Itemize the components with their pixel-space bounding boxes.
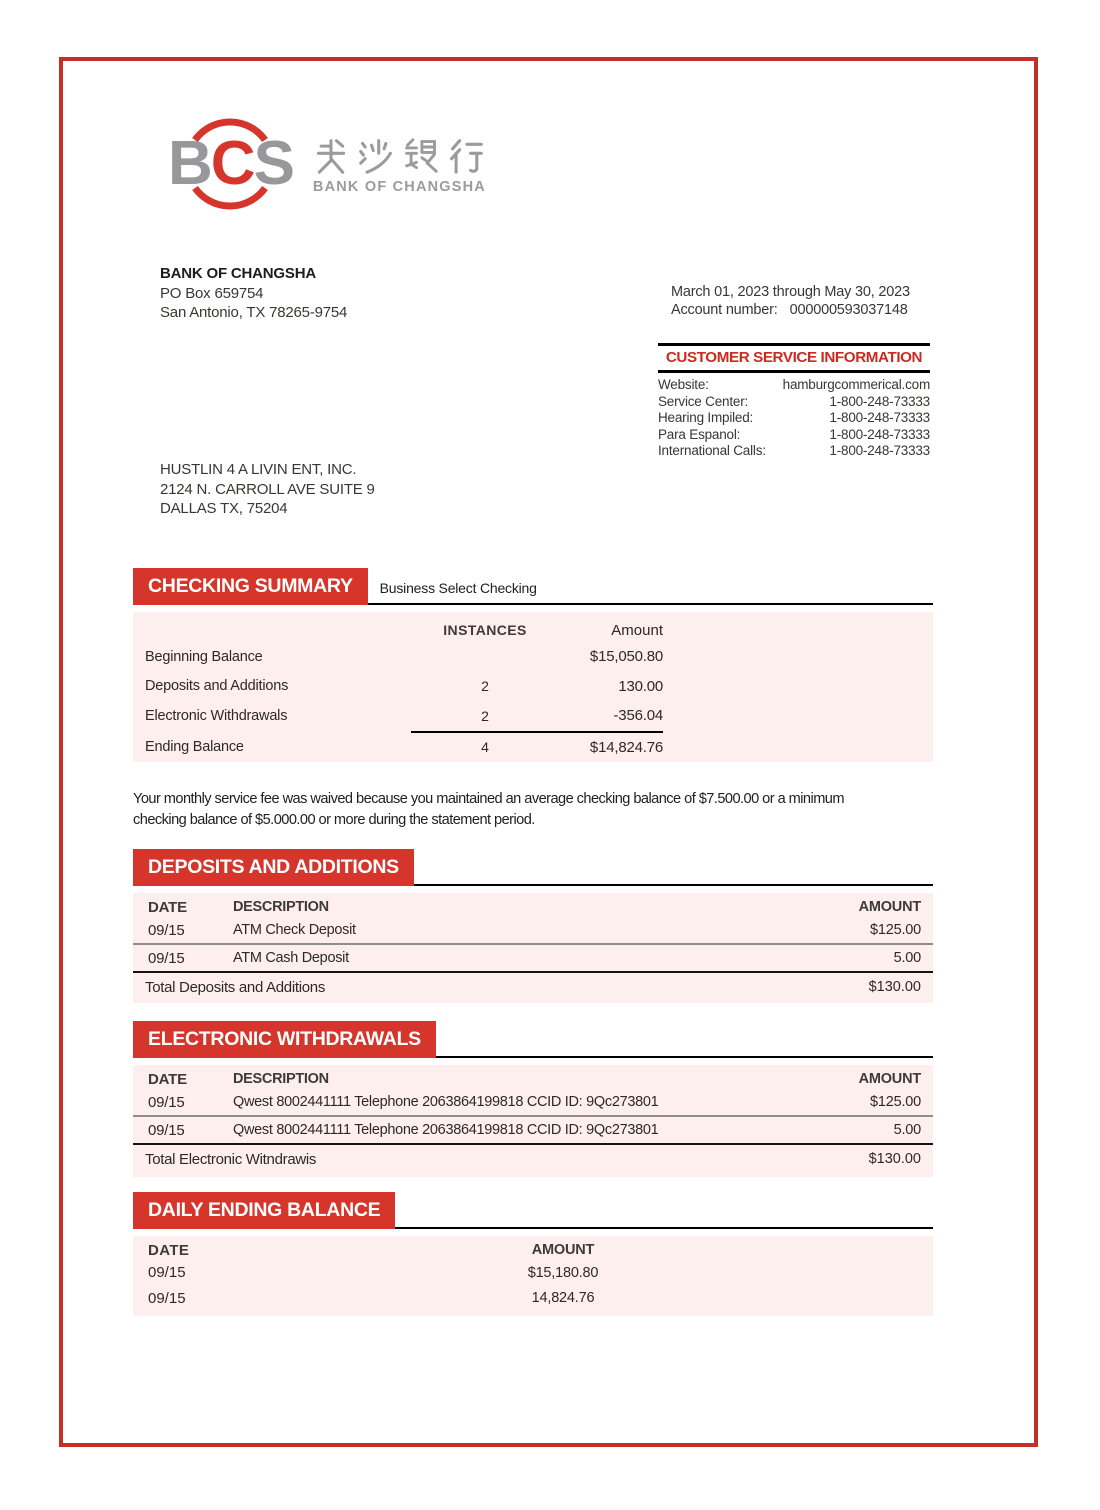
- bank-logo: [168, 129, 486, 199]
- withdrawals-header-row: [133, 1065, 933, 1089]
- withdrawals-section: [133, 1021, 933, 1177]
- statement-period: March 01, 2023 through May 30, 2023: [671, 284, 910, 300]
- summary-row-instances: 2: [481, 707, 489, 724]
- daily-balance-section: [133, 1192, 933, 1316]
- deposit-row: [133, 945, 933, 971]
- customer-address-block: [160, 460, 375, 519]
- summary-row-label: Ending Balance: [145, 739, 244, 756]
- deposits-total-label: Total Deposits and Additions: [145, 978, 326, 996]
- checking-summary-subtitle: Business Select Checking: [379, 580, 537, 596]
- date-column-header: DATE: [148, 1241, 190, 1259]
- account-number-label: Account number:: [671, 302, 778, 318]
- bank-address-line1: PO Box 659754: [160, 284, 264, 302]
- description-column-header: DESCRIPTION: [233, 1071, 329, 1087]
- bank-name: BANK OF CHANGSHA: [160, 265, 316, 282]
- amount-column-header: AMOUNT: [858, 1071, 921, 1087]
- csi-value: 1-800-248-73333: [829, 393, 930, 409]
- checking-summary-rule: [368, 568, 933, 605]
- deposits-total-amount: $130.00: [868, 979, 921, 995]
- bcs-logo-mark: [168, 129, 293, 199]
- daily-balance-table: [133, 1236, 933, 1316]
- transaction-date: 09/15: [148, 1093, 185, 1111]
- withdrawal-row: [133, 1089, 933, 1115]
- balance-amount: 14,824.76: [531, 1290, 595, 1307]
- logo-letter-b: B: [168, 129, 211, 198]
- date-column-header: DATE: [148, 898, 187, 916]
- csi-row-service-center: [658, 394, 930, 411]
- summary-row-instances: 4: [481, 739, 489, 756]
- instances-column-header: INSTANCES: [443, 622, 527, 638]
- csi-row-international: [658, 443, 930, 460]
- bank-address-line2: San Antonio, TX 78265-9754: [160, 304, 348, 321]
- summary-header-row: [133, 618, 933, 642]
- customer-name: HUSTLIN 4 A LIVIN ENT, INC.: [160, 461, 357, 478]
- balance-amount: $15,180.80: [527, 1264, 599, 1281]
- summary-row-ending-balance: [133, 733, 933, 763]
- deposits-header-row: [133, 893, 933, 917]
- logo-letter-s: S: [253, 129, 293, 198]
- amount-column-header: AMOUNT: [858, 899, 921, 915]
- customer-service-box: [658, 343, 930, 460]
- transaction-amount: 5.00: [893, 1122, 921, 1138]
- summary-row-label: Electronic Withdrawals: [145, 707, 288, 724]
- account-number-line: [671, 301, 933, 319]
- withdrawals-total-row: [133, 1145, 933, 1173]
- csi-value: hamburgcommerical.com: [782, 377, 930, 392]
- csi-label: Hearing Impiled:: [658, 410, 754, 425]
- summary-row-beginning-balance: [133, 642, 933, 672]
- checking-summary-table: [133, 612, 933, 762]
- statement-info-block: [671, 283, 933, 319]
- csi-label: Service Center:: [658, 393, 749, 409]
- chinese-char-hang-icon: [448, 137, 484, 175]
- deposit-row: [133, 917, 933, 943]
- summary-row-deposits: [133, 672, 933, 702]
- daily-balance-header: [133, 1192, 933, 1229]
- csi-value: 1-800-248-73333: [829, 410, 930, 425]
- daily-balance-title: DAILY ENDING BALANCE: [133, 1192, 395, 1229]
- csi-value: 1-800-248-73333: [829, 443, 930, 458]
- daily-balance-row: [133, 1286, 933, 1312]
- withdrawal-row: [133, 1117, 933, 1143]
- csi-value: 1-800-248-73333: [829, 426, 930, 442]
- withdrawals-header: [133, 1021, 933, 1058]
- deposits-table: [133, 893, 933, 1003]
- transaction-amount: 5.00: [893, 950, 921, 966]
- summary-row-instances: 2: [481, 678, 489, 695]
- withdrawals-total-amount: $130.00: [868, 1151, 921, 1167]
- summary-row-label: Deposits and Additions: [145, 678, 289, 695]
- withdrawals-rule: [436, 1021, 933, 1058]
- withdrawals-title: ELECTRONIC WITHDRAWALS: [133, 1021, 436, 1058]
- daily-balance-header-row: [133, 1236, 933, 1260]
- transaction-description: Qwest 8002441111 Telephone 2063864199818 CCID ID: 9Qc273801: [233, 1122, 659, 1138]
- transaction-date: 09/15: [148, 949, 185, 967]
- deposits-total-row: [133, 973, 933, 1001]
- withdrawals-total-label: Total Electronic Witndrawis: [145, 1150, 317, 1168]
- deposits-rule: [414, 849, 933, 886]
- date-column-header: DATE: [148, 1070, 187, 1088]
- fee-waiver-note: Your monthly service fee was waived because you maintained an average checking balance of $7.500.00 or a minimum checking balance of $5.000.00 or more during the statement period.: [133, 791, 844, 828]
- csi-label: International Calls:: [658, 443, 766, 458]
- amount-column-header: AMOUNT: [531, 1242, 595, 1258]
- checking-summary-header: [133, 568, 933, 605]
- chinese-char-yin-icon: [403, 137, 439, 175]
- checking-summary-section: [133, 568, 933, 762]
- transaction-date: 09/15: [148, 1121, 185, 1139]
- bank-chinese-name: [313, 137, 486, 175]
- statement-page-border: [59, 57, 1038, 1447]
- summary-row-withdrawals: [133, 701, 933, 731]
- csi-row-website: [658, 377, 930, 394]
- customer-address-line3: DALLAS TX, 75204: [160, 500, 288, 517]
- daily-balance-row: [133, 1260, 933, 1286]
- summary-row-label: Beginning Balance: [145, 648, 263, 665]
- transaction-amount: $125.00: [869, 1094, 921, 1110]
- checking-summary-title: CHECKING SUMMARY: [133, 568, 368, 605]
- transaction-description: ATM Cash Deposit: [233, 950, 349, 966]
- chinese-char-chang-icon: [313, 137, 349, 175]
- bank-address-block: [160, 264, 347, 323]
- bank-english-name: BANK OF CHANGSHA: [312, 179, 486, 195]
- daily-balance-rule: [395, 1192, 933, 1229]
- balance-date: 09/15: [148, 1264, 186, 1282]
- transaction-date: 09/15: [148, 921, 185, 939]
- withdrawals-table: [133, 1065, 933, 1177]
- logo-letter-c: C: [210, 129, 254, 198]
- summary-row-amount: -356.04: [613, 707, 663, 725]
- csi-row-hearing: [658, 410, 930, 427]
- description-column-header: DESCRIPTION: [233, 899, 329, 915]
- transaction-description: ATM Check Deposit: [233, 922, 356, 938]
- summary-row-amount: $14,824.76: [589, 738, 663, 756]
- deposits-header: [133, 849, 933, 886]
- transaction-description: Qwest 8002441111 Telephone 2063864199818 CCID ID: 9Qc273801: [233, 1094, 659, 1110]
- csi-title: CUSTOMER SERVICE INFORMATION: [665, 349, 923, 366]
- deposits-section: [133, 849, 933, 1003]
- csi-row-espanol: [658, 427, 930, 444]
- csi-label: Para Espanol:: [658, 426, 741, 442]
- csi-label: Website:: [658, 377, 709, 392]
- transaction-amount: $125.00: [869, 922, 921, 938]
- account-number-value: 000000593037148: [789, 302, 908, 318]
- summary-row-amount: 130.00: [618, 677, 663, 695]
- summary-row-amount: $15,050.80: [589, 648, 663, 666]
- deposits-title: DEPOSITS AND ADDITIONS: [133, 849, 414, 886]
- amount-column-header: Amount: [611, 621, 663, 639]
- chinese-char-sha-icon: [358, 137, 394, 175]
- customer-address-line2: 2124 N. CARROLL AVE SUITE 9: [160, 480, 375, 498]
- balance-date: 09/15: [148, 1289, 186, 1307]
